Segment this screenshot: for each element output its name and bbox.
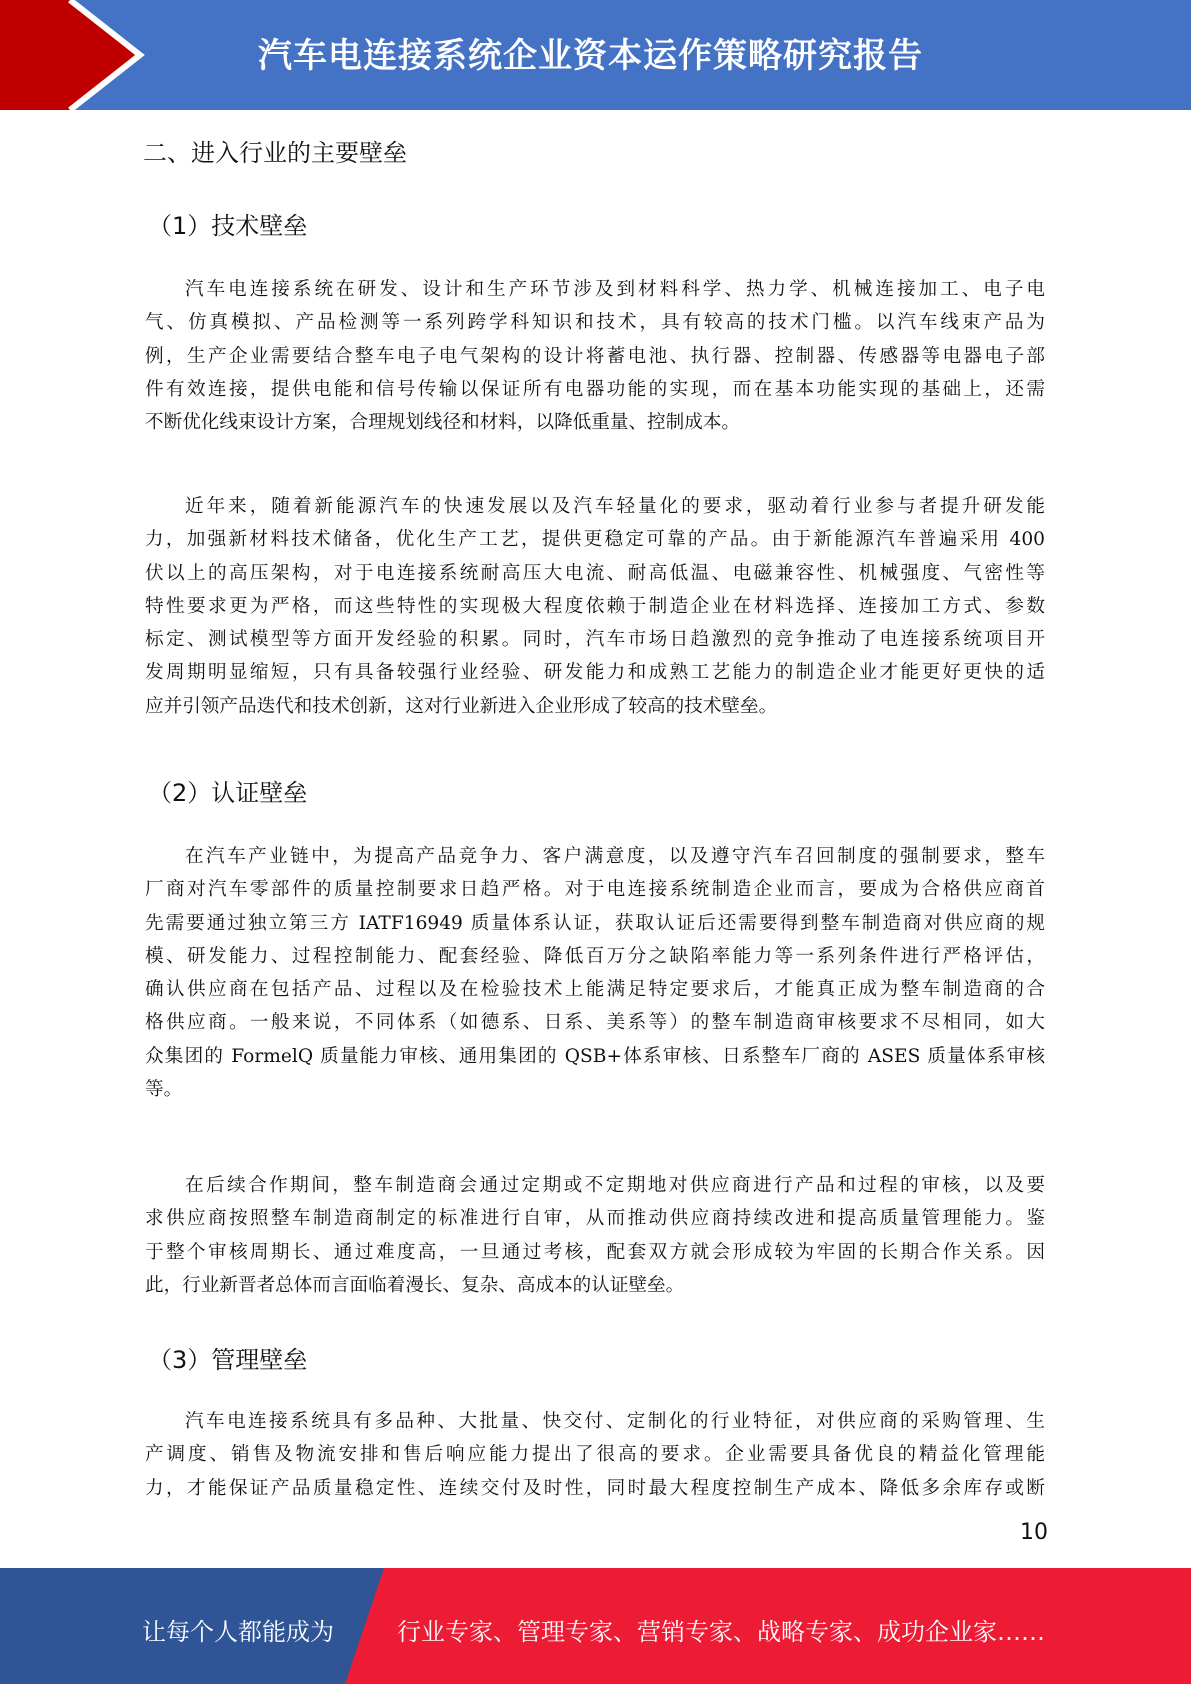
paragraph-line: 标定、测试模型等方面开发经验的积累。同时，汽车市场日趋激烈的竞争推动了电连接系统项目开 bbox=[145, 629, 1045, 651]
footer-slogan-right: 行业专家、管理专家、营销专家、战略专家、成功企业家…… bbox=[397, 1618, 1045, 1646]
paragraph-line: 求供应商按照整车制造商制定的标准进行自审，从而推动供应商持续改进和提高质量管理能力。鉴 bbox=[145, 1208, 1045, 1230]
paragraph-line: 例，生产企业需要结合整车电子电气架构的设计将蓄电池、执行器、控制器、传感器等电器电子部 bbox=[145, 345, 1045, 367]
paragraph-line: 汽车电连接系统在研发、设计和生产环节涉及到材料科学、热力学、机械连接加工、电子电 bbox=[185, 279, 1045, 300]
subsection-title-cert: （2）认证壁垒 bbox=[148, 779, 308, 807]
page-header bbox=[0, 0, 1191, 110]
footer-slogan-left: 让每个人都能成为 bbox=[142, 1618, 334, 1646]
paragraph bbox=[145, 840, 1045, 1106]
paragraph-line: 模、研发能力、过程控制能力、配套经验、降低百万分之缺陷率能力等一系列条件进行严格评估， bbox=[145, 945, 1045, 967]
paragraph-line: 力，才能保证产品质量稳定性、连续交付及时性，同时最大程度控制生产成本、降低多余库存或断 bbox=[145, 1477, 1045, 1499]
paragraph bbox=[145, 490, 1045, 723]
page-number: 10 bbox=[1020, 1520, 1048, 1545]
paragraph bbox=[145, 273, 1045, 439]
header-arrow-decoration bbox=[0, 0, 160, 110]
paragraph-line: 发周期明显缩短，只有具备较强行业经验、研发能力和成熟工艺能力的制造企业才能更好更快的适 bbox=[145, 662, 1045, 684]
paragraph-line: 产调度、销售及物流安排和售后响应能力提出了很高的要求。企业需要具备优良的精益化管理能 bbox=[145, 1444, 1045, 1466]
report-title: 汽车电连接系统企业资本运作策略研究报告 bbox=[258, 36, 923, 76]
paragraph-line: 汽车电连接系统具有多品种、大批量、快交付、定制化的行业特征，对供应商的采购管理、生 bbox=[185, 1411, 1045, 1432]
paragraph-line: 厂商对汽车零部件的质量控制要求日趋严格。对于电连接系统制造企业而言，要成为合格供应商首 bbox=[145, 879, 1045, 901]
paragraph-line: 不断优化线束设计方案，合理规划线径和材料，以降低重量、控制成本。 bbox=[145, 412, 741, 434]
paragraph-line: 力，加强新材料技术储备，优化生产工艺，提供更稳定可靠的产品。由于新能源汽车普遍采用 400 bbox=[145, 529, 1045, 551]
paragraph-line: 于整个审核周期长、通过难度高，一旦通过考核，配套双方就会形成较为牢固的长期合作关系。因 bbox=[145, 1241, 1045, 1263]
paragraph-line: 确认供应商在包括产品、过程以及在检验技术上能满足特定要求后，才能真正成为整车制造商的合 bbox=[145, 979, 1045, 1001]
paragraph-line: 众集团的 FormelQ 质量能力审核、通用集团的 QSB+体系审核、日系整车厂商的 ASES 质量体系审核 bbox=[145, 1045, 1045, 1067]
paragraph-line: 此，行业新晋者总体而言面临着漫长、复杂、高成本的认证壁垒。 bbox=[145, 1274, 685, 1296]
paragraph-line: 伏以上的高压架构，对于电连接系统耐高压大电流、耐高低温、电磁兼容性、机械强度、气密性等 bbox=[145, 562, 1045, 584]
page-footer bbox=[0, 1568, 1191, 1684]
section-title: 二、进入行业的主要壁垒 bbox=[143, 139, 407, 167]
paragraph-line: 等。 bbox=[145, 1079, 183, 1101]
paragraph bbox=[145, 1169, 1045, 1302]
paragraph-line: 特性要求更为严格，而这些特性的实现极大程度依赖于制造企业在材料选择、连接加工方式、参数 bbox=[145, 595, 1045, 617]
paragraph-line: 在后续合作期间，整车制造商会通过定期或不定期地对供应商进行产品和过程的审核，以及要 bbox=[185, 1175, 1045, 1196]
paragraph-line: 件有效连接，提供电能和信号传输以保证所有电器功能的实现，而在基本功能实现的基础上，还需 bbox=[145, 378, 1045, 400]
paragraph bbox=[145, 1405, 1045, 1505]
paragraph-line: 近年来，随着新能源汽车的快速发展以及汽车轻量化的要求，驱动着行业参与者提升研发能 bbox=[185, 496, 1045, 517]
paragraph-line: 气、仿真模拟、产品检测等一系列跨学科知识和技术，具有较高的技术门槛。以汽车线束产品为 bbox=[145, 312, 1045, 334]
paragraph-line: 应并引领产品迭代和技术创新，这对行业新进入企业形成了较高的技术壁垒。 bbox=[145, 695, 778, 717]
paragraph-line: 先需要通过独立第三方 IATF16949 质量体系认证，获取认证后还需要得到整车制造商对供应商的规 bbox=[145, 912, 1045, 934]
subsection-title-tech: （1）技术壁垒 bbox=[148, 212, 308, 240]
paragraph-line: 格供应商。一般来说，不同体系（如德系、日系、美系等）的整车制造商审核要求不尽相同，如大 bbox=[145, 1012, 1045, 1034]
paragraph-line: 在汽车产业链中，为提高产品竞争力、客户满意度，以及遵守汽车召回制度的强制要求，整车 bbox=[185, 846, 1045, 867]
subsection-title-mgmt: （3）管理壁垒 bbox=[148, 1346, 308, 1374]
